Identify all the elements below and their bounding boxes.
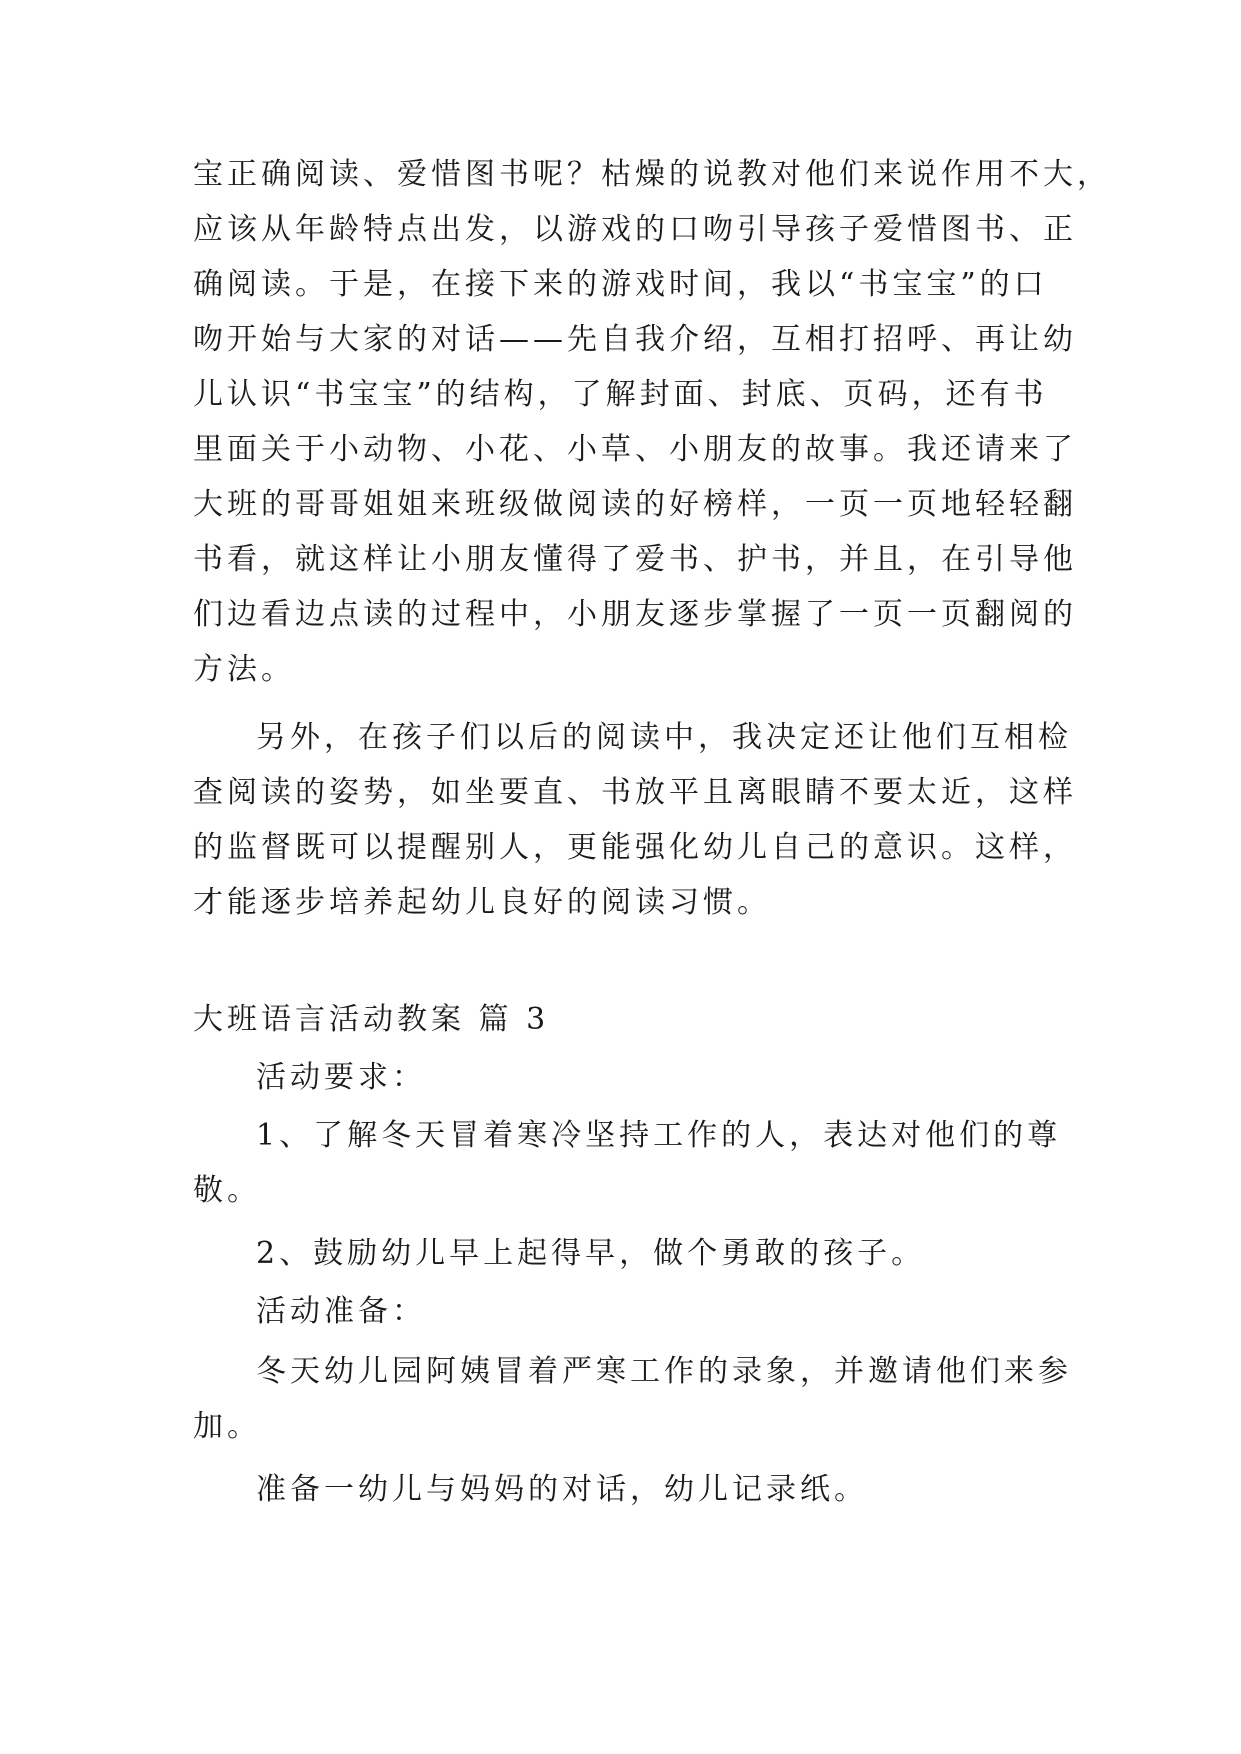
requirement-line: 敬。 [193,1173,261,1208]
paragraph-line: 的监督既可以提醒别人，更能强化幼儿自己的意识。这样， [193,830,1077,865]
paragraph-line: 另外，在孩子们以后的阅读中，我决定还让他们互相检 [256,720,1072,755]
paragraph-line: 应该从年龄特点出发，以游戏的口吻引导孩子爱惜图书、正 [193,212,1077,247]
requirement-line: 1、了解冬天冒着寒冷坚持工作的人，表达对他们的尊 [256,1118,1062,1153]
paragraph-line: 书看，就这样让小朋友懂得了爱书、护书，并且，在引导他 [193,542,1077,577]
paragraph-line: 儿认识“书宝宝”的结构，了解封面、封底、页码，还有书 [193,377,1048,412]
preparation-line: 准备一幼儿与妈妈的对话，幼儿记录纸。 [256,1472,868,1507]
paragraph-line: 才能逐步培养起幼儿良好的阅读习惯。 [193,885,771,920]
paragraph-line: 宝正确阅读、爱惜图书呢？枯燥的说教对他们来说作用不大， [193,157,1111,192]
preparation-label: 活动准备： [256,1294,426,1329]
requirements-label: 活动要求： [256,1060,426,1095]
preparation-line: 冬天幼儿园阿姨冒着严寒工作的录象，并邀请他们来参 [256,1354,1072,1389]
paragraph-line: 方法。 [193,652,295,687]
preparation-line: 加。 [193,1409,261,1444]
paragraph-line: 确阅读。于是，在接下来的游戏时间，我以“书宝宝”的口 [193,267,1048,302]
paragraph-line: 大班的哥哥姐姐来班级做阅读的好榜样，一页一页地轻轻翻 [193,487,1077,522]
requirement-line: 2、鼓励幼儿早上起得早，做个勇敢的孩子。 [256,1236,926,1271]
paragraph-line: 吻开始与大家的对话——先自我介绍，互相打招呼、再让幼 [193,322,1077,357]
paragraph-line: 查阅读的姿势，如坐要直、书放平且离眼睛不要太近，这样 [193,775,1077,810]
paragraph-line: 里面关于小动物、小花、小草、小朋友的故事。我还请来了 [193,432,1077,467]
section-heading: 大班语言活动教案 篇 3 [193,1002,550,1037]
paragraph-line: 们边看边点读的过程中，小朋友逐步掌握了一页一页翻阅的 [193,597,1077,632]
